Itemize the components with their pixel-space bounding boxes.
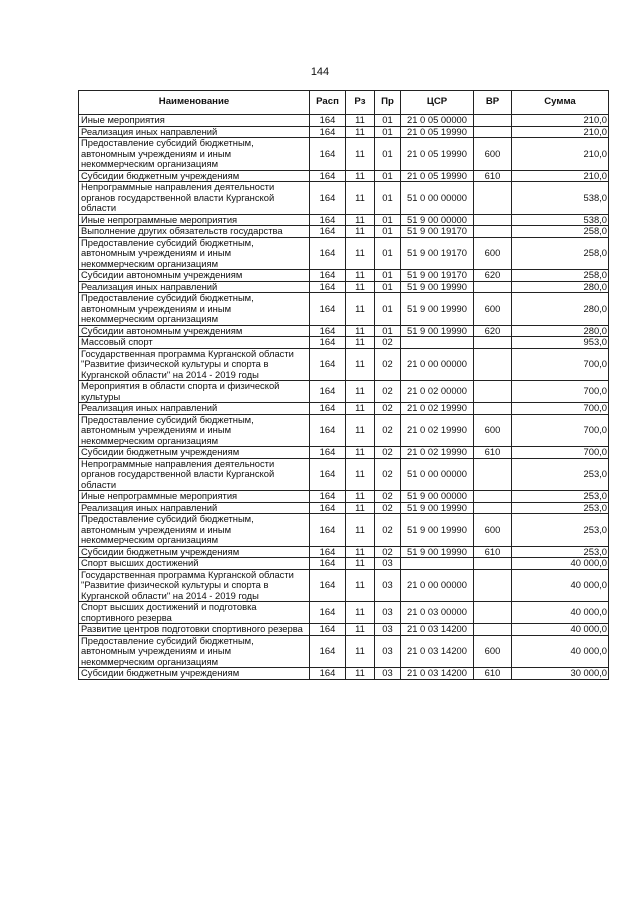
header-csr: ЦСР (401, 91, 474, 115)
cell-rz: 11 (346, 115, 375, 127)
cell-csr: 21 0 05 19990 (401, 170, 474, 182)
table-row (79, 348, 609, 381)
table-body (79, 115, 609, 680)
table-row (79, 337, 609, 349)
cell-csr: 51 9 00 19990 (401, 293, 474, 326)
table-row (79, 325, 609, 337)
cell-vr: 610 (474, 447, 512, 459)
cell-rz: 11 (346, 226, 375, 238)
cell-rz: 11 (346, 293, 375, 326)
cell-vr (474, 403, 512, 415)
cell-rasp: 164 (310, 237, 346, 270)
cell-pr: 01 (375, 115, 401, 127)
table-row (79, 668, 609, 680)
cell-vr: 610 (474, 668, 512, 680)
cell-rz: 11 (346, 281, 375, 293)
cell-csr: 51 9 00 19990 (401, 514, 474, 547)
cell-sum: 210,0 (512, 115, 609, 127)
cell-csr: 21 0 05 19990 (401, 126, 474, 138)
cell-rasp: 164 (310, 458, 346, 491)
cell-pr: 02 (375, 337, 401, 349)
cell-rz: 11 (346, 447, 375, 459)
table-row (79, 403, 609, 415)
cell-sum: 280,0 (512, 325, 609, 337)
cell-rz: 11 (346, 138, 375, 171)
cell-csr (401, 558, 474, 570)
cell-pr: 01 (375, 270, 401, 282)
cell-rasp: 164 (310, 514, 346, 547)
table-row (79, 514, 609, 547)
cell-rz: 11 (346, 325, 375, 337)
cell-name: Государственная программа Курганской области "Развитие физической культуры и спорта в Курганской области" на 2014 - 2019 годы (79, 569, 310, 602)
budget-table (78, 90, 609, 680)
table-row (79, 214, 609, 226)
cell-vr: 600 (474, 237, 512, 270)
cell-name: Предоставление субсидий бюджетным, автономным учреждениям и иным некоммерческим организациям (79, 414, 310, 447)
cell-pr: 03 (375, 635, 401, 668)
header-sum: Сумма (512, 91, 609, 115)
table-row (79, 237, 609, 270)
cell-csr: 21 0 02 19990 (401, 447, 474, 459)
cell-csr: 21 0 05 19990 (401, 138, 474, 171)
cell-csr: 51 0 00 00000 (401, 458, 474, 491)
cell-name: Реализация иных направлений (79, 126, 310, 138)
cell-name: Реализация иных направлений (79, 502, 310, 514)
cell-name: Предоставление субсидий бюджетным, автономным учреждениям и иным некоммерческим организациям (79, 293, 310, 326)
cell-pr: 02 (375, 514, 401, 547)
cell-vr (474, 602, 512, 624)
cell-rz: 11 (346, 458, 375, 491)
cell-vr (474, 624, 512, 636)
cell-sum: 253,0 (512, 546, 609, 558)
cell-rasp: 164 (310, 293, 346, 326)
cell-vr: 600 (474, 414, 512, 447)
cell-rz: 11 (346, 348, 375, 381)
table-row (79, 635, 609, 668)
cell-csr: 21 0 05 00000 (401, 115, 474, 127)
cell-vr: 610 (474, 170, 512, 182)
cell-name: Мероприятия в области спорта и физической культуры (79, 381, 310, 403)
cell-csr: 51 9 00 00000 (401, 214, 474, 226)
header-rasp: Расп (310, 91, 346, 115)
cell-rz: 11 (346, 502, 375, 514)
cell-rz: 11 (346, 337, 375, 349)
cell-name: Иные мероприятия (79, 115, 310, 127)
cell-name: Субсидии бюджетным учреждениям (79, 447, 310, 459)
cell-sum: 538,0 (512, 182, 609, 215)
cell-csr: 21 0 03 14200 (401, 635, 474, 668)
cell-vr: 600 (474, 635, 512, 668)
cell-rz: 11 (346, 569, 375, 602)
table-row (79, 270, 609, 282)
table-row (79, 447, 609, 459)
cell-name: Предоставление субсидий бюджетным, автономным учреждениям и иным некоммерческим организациям (79, 138, 310, 171)
cell-vr (474, 569, 512, 602)
cell-name: Государственная программа Курганской области "Развитие физической культуры и спорта в Курганской области" на 2014 - 2019 годы (79, 348, 310, 381)
cell-vr: 620 (474, 270, 512, 282)
cell-pr: 02 (375, 348, 401, 381)
cell-pr: 03 (375, 624, 401, 636)
cell-rz: 11 (346, 546, 375, 558)
cell-rasp: 164 (310, 270, 346, 282)
cell-sum: 210,0 (512, 170, 609, 182)
table-row (79, 226, 609, 238)
cell-name: Реализация иных направлений (79, 403, 310, 415)
cell-pr: 01 (375, 138, 401, 171)
cell-name: Выполнение других обязательств государства (79, 226, 310, 238)
header-name: Наименование (79, 91, 310, 115)
table-row (79, 569, 609, 602)
table-row (79, 115, 609, 127)
cell-pr: 02 (375, 414, 401, 447)
cell-rasp: 164 (310, 569, 346, 602)
cell-vr: 620 (474, 325, 512, 337)
table-row (79, 624, 609, 636)
cell-rasp: 164 (310, 414, 346, 447)
cell-rz: 11 (346, 558, 375, 570)
cell-sum: 253,0 (512, 514, 609, 547)
cell-sum: 253,0 (512, 491, 609, 503)
cell-vr: 610 (474, 546, 512, 558)
cell-pr: 03 (375, 668, 401, 680)
table-row (79, 502, 609, 514)
cell-rasp: 164 (310, 403, 346, 415)
cell-vr: 600 (474, 514, 512, 547)
cell-csr: 21 0 02 19990 (401, 403, 474, 415)
cell-pr: 02 (375, 458, 401, 491)
cell-name: Субсидии автономным учреждениям (79, 325, 310, 337)
cell-rasp: 164 (310, 337, 346, 349)
cell-name: Непрограммные направления деятельности органов государственной власти Курганской области (79, 458, 310, 491)
cell-rasp: 164 (310, 668, 346, 680)
table-row (79, 381, 609, 403)
cell-rasp: 164 (310, 325, 346, 337)
cell-vr (474, 214, 512, 226)
cell-sum: 40 000,0 (512, 569, 609, 602)
cell-sum: 700,0 (512, 381, 609, 403)
cell-rasp: 164 (310, 546, 346, 558)
cell-rasp: 164 (310, 491, 346, 503)
cell-csr: 51 0 00 00000 (401, 182, 474, 215)
table-row (79, 491, 609, 503)
cell-pr: 03 (375, 602, 401, 624)
cell-vr (474, 126, 512, 138)
cell-pr: 03 (375, 569, 401, 602)
cell-csr: 21 0 03 00000 (401, 602, 474, 624)
cell-pr: 02 (375, 381, 401, 403)
table-row (79, 170, 609, 182)
cell-csr: 21 0 02 19990 (401, 414, 474, 447)
cell-rz: 11 (346, 624, 375, 636)
cell-pr: 02 (375, 403, 401, 415)
header-pr: Пр (375, 91, 401, 115)
cell-rz: 11 (346, 403, 375, 415)
cell-rasp: 164 (310, 348, 346, 381)
cell-name: Субсидии автономным учреждениям (79, 270, 310, 282)
cell-sum: 538,0 (512, 214, 609, 226)
cell-sum: 30 000,0 (512, 668, 609, 680)
cell-sum: 40 000,0 (512, 635, 609, 668)
table-row (79, 293, 609, 326)
table-row (79, 602, 609, 624)
cell-csr: 21 0 03 14200 (401, 668, 474, 680)
cell-rasp: 164 (310, 170, 346, 182)
cell-rasp: 164 (310, 447, 346, 459)
cell-rasp: 164 (310, 126, 346, 138)
cell-rasp: 164 (310, 502, 346, 514)
cell-sum: 253,0 (512, 458, 609, 491)
cell-rz: 11 (346, 170, 375, 182)
table-header-row (79, 91, 609, 115)
cell-sum: 700,0 (512, 414, 609, 447)
cell-rz: 11 (346, 182, 375, 215)
cell-vr (474, 115, 512, 127)
cell-sum: 40 000,0 (512, 624, 609, 636)
cell-csr: 51 9 00 19990 (401, 546, 474, 558)
cell-sum: 258,0 (512, 270, 609, 282)
cell-rz: 11 (346, 668, 375, 680)
cell-rz: 11 (346, 491, 375, 503)
cell-pr: 01 (375, 325, 401, 337)
cell-name: Иные непрограммные мероприятия (79, 214, 310, 226)
cell-pr: 01 (375, 237, 401, 270)
cell-rasp: 164 (310, 624, 346, 636)
cell-name: Предоставление субсидий бюджетным, автономным учреждениям и иным некоммерческим организациям (79, 635, 310, 668)
table-row (79, 182, 609, 215)
cell-vr (474, 381, 512, 403)
cell-name: Спорт высших достижений (79, 558, 310, 570)
cell-name: Предоставление субсидий бюджетным, автономным учреждениям и иным некоммерческим организациям (79, 237, 310, 270)
cell-sum: 258,0 (512, 226, 609, 238)
table-row (79, 458, 609, 491)
cell-pr: 02 (375, 491, 401, 503)
page-number: 144 (310, 66, 330, 78)
cell-vr (474, 458, 512, 491)
cell-rz: 11 (346, 602, 375, 624)
cell-rz: 11 (346, 270, 375, 282)
cell-name: Субсидии бюджетным учреждениям (79, 668, 310, 680)
cell-sum: 40 000,0 (512, 602, 609, 624)
cell-name: Спорт высших достижений и подготовка спортивного резерва (79, 602, 310, 624)
cell-vr (474, 226, 512, 238)
cell-rz: 11 (346, 237, 375, 270)
cell-sum: 280,0 (512, 281, 609, 293)
cell-rasp: 164 (310, 115, 346, 127)
cell-name: Непрограммные направления деятельности органов государственной власти Курганской области (79, 182, 310, 215)
cell-csr: 51 9 00 19990 (401, 325, 474, 337)
cell-rasp: 164 (310, 138, 346, 171)
cell-sum: 700,0 (512, 447, 609, 459)
cell-sum: 210,0 (512, 138, 609, 171)
header-vr: ВР (474, 91, 512, 115)
cell-rasp: 164 (310, 602, 346, 624)
cell-sum: 258,0 (512, 237, 609, 270)
cell-pr: 01 (375, 182, 401, 215)
cell-vr (474, 182, 512, 215)
cell-pr: 01 (375, 226, 401, 238)
cell-csr: 51 9 00 19990 (401, 281, 474, 293)
cell-csr (401, 337, 474, 349)
cell-rz: 11 (346, 126, 375, 138)
table-row (79, 546, 609, 558)
cell-pr: 03 (375, 558, 401, 570)
cell-sum: 210,0 (512, 126, 609, 138)
cell-vr (474, 281, 512, 293)
cell-csr: 51 9 00 00000 (401, 491, 474, 503)
cell-rasp: 164 (310, 381, 346, 403)
cell-sum: 953,0 (512, 337, 609, 349)
table-row (79, 138, 609, 171)
cell-pr: 02 (375, 502, 401, 514)
cell-name: Субсидии бюджетным учреждениям (79, 546, 310, 558)
cell-pr: 02 (375, 447, 401, 459)
cell-vr (474, 337, 512, 349)
cell-sum: 700,0 (512, 403, 609, 415)
cell-csr: 21 0 00 00000 (401, 569, 474, 602)
cell-rz: 11 (346, 214, 375, 226)
table-row (79, 281, 609, 293)
cell-sum: 40 000,0 (512, 558, 609, 570)
cell-sum: 253,0 (512, 502, 609, 514)
cell-vr (474, 558, 512, 570)
cell-name: Субсидии бюджетным учреждениям (79, 170, 310, 182)
cell-pr: 02 (375, 546, 401, 558)
cell-pr: 01 (375, 214, 401, 226)
cell-sum: 280,0 (512, 293, 609, 326)
cell-rasp: 164 (310, 182, 346, 215)
cell-csr: 51 9 00 19170 (401, 226, 474, 238)
cell-name: Развитие центров подготовки спортивного резерва (79, 624, 310, 636)
cell-name: Массовый спорт (79, 337, 310, 349)
table-row (79, 558, 609, 570)
table-row (79, 126, 609, 138)
cell-rz: 11 (346, 414, 375, 447)
cell-pr: 01 (375, 126, 401, 138)
cell-csr: 21 0 02 00000 (401, 381, 474, 403)
cell-rasp: 164 (310, 635, 346, 668)
cell-rz: 11 (346, 514, 375, 547)
cell-vr (474, 348, 512, 381)
cell-csr: 51 9 00 19990 (401, 502, 474, 514)
cell-vr: 600 (474, 138, 512, 171)
cell-pr: 01 (375, 293, 401, 326)
header-rz: Рз (346, 91, 375, 115)
cell-vr (474, 491, 512, 503)
cell-pr: 01 (375, 170, 401, 182)
cell-rz: 11 (346, 635, 375, 668)
cell-csr: 21 0 03 14200 (401, 624, 474, 636)
cell-name: Иные непрограммные мероприятия (79, 491, 310, 503)
cell-sum: 700,0 (512, 348, 609, 381)
cell-rz: 11 (346, 381, 375, 403)
cell-csr: 51 9 00 19170 (401, 270, 474, 282)
cell-name: Предоставление субсидий бюджетным, автономным учреждениям и иным некоммерческим организациям (79, 514, 310, 547)
cell-csr: 51 9 00 19170 (401, 237, 474, 270)
cell-rasp: 164 (310, 214, 346, 226)
table-row (79, 414, 609, 447)
cell-name: Реализация иных направлений (79, 281, 310, 293)
cell-vr (474, 502, 512, 514)
cell-rasp: 164 (310, 226, 346, 238)
cell-rasp: 164 (310, 281, 346, 293)
cell-rasp: 164 (310, 558, 346, 570)
cell-pr: 01 (375, 281, 401, 293)
cell-csr: 21 0 00 00000 (401, 348, 474, 381)
cell-vr: 600 (474, 293, 512, 326)
